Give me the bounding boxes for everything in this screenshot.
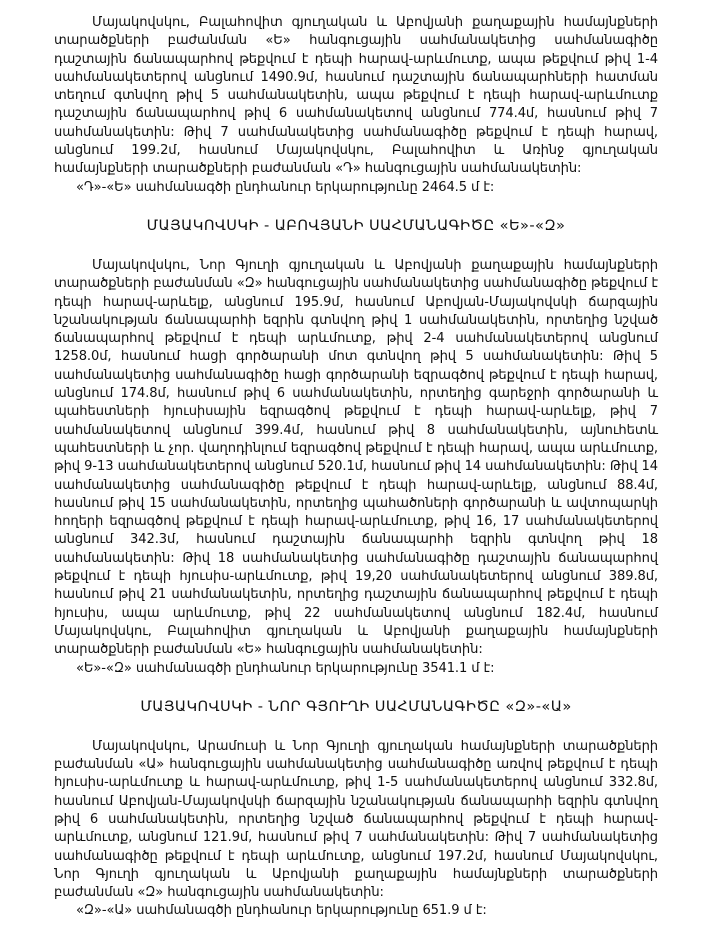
paragraph-d-e-description: Մայակովսկու, Բալահովիտ գյուղական և Աբովյանի քաղաքային համայնքների տարածքների բաժանման «Ե» հանգուցային սահմանակետից սահմանագիծը դաշտային ճանապարհով թեքվում է դեպի հարավ-արևմուտք, ապա թեքվում թիվ 1-4 սահմանակետերով անցնում 1490.9մ, հասնում դաշտային ճանապարհների հատման տեղում գտնվող թիվ 5 սահմանակետին, ապա թեքվում է դեպի հարավ-արևմուտք դաշտային ճանապարհով թիվ 6 սահմանակետով անցնում 774.4մ, հասնում թիվ 7 սահմանակետին: Թիվ 7 սահմանակետից սահմանագիծը թեքվում է դեպի հարավ, անցնում 199.2մ, հասնում Մայակովսկու, Բալահովիտ և Առինջ գյուղական համայնքների տարածքների բաժանման «Դ» հանգուցային սահմանակետին: bbox=[54, 15, 658, 177]
spacer bbox=[54, 197, 658, 217]
spacer bbox=[54, 678, 658, 698]
total-length-e-z: «Ե»-«Զ» սահմանագծի ընդհանուր երկարությունը 3541.1 մ է: bbox=[76, 660, 495, 676]
spacer bbox=[54, 716, 658, 738]
spacer bbox=[54, 235, 658, 257]
section-heading-z-a: ՄԱՅԱԿՈՎՍԿԻ - ՆՈՐ ԳՅՈՒՂԻ ՍԱՀՄԱՆԱԳԻԾԸ «Զ»-«Ա» bbox=[140, 697, 572, 715]
paragraph-z-a-description: Մայակովսկու, Արամուսի և Նոր Գյուղի գյուղական համայնքների տարածքների բաժանման «Ա» հանգուցային սահմանակետից սահմանագիծը առվով թեքվում է դեպի հյուսիս-արևմուտք և հարավ-արևմուտք, թիվ 1-5 սահմանակետերով անցնում 332.8մ, հասնում Աբովյան-Մայակովսկի ճարզային նշանակության ճանապարհի եզրին գտնվող թիվ 6 սահմանակետին, որտեղից նշված ճանապարհով թեքվում է դեպի հարավ-արևմուտք, անցնում 121.9մ, հասնում թիվ 7 սահմանակետին: Թիվ 7 սահմանակետից սահմանագիծը թեքվում է դեպի արևմուտք, անցնում 197.2մ, հասնում Մայակովսկու, Նոր Գյուղի գյուղական և Աբովյանի քաղաքային համայնքների տարածքների բաժանման «Զ» հանգուցային սահմանակետին: bbox=[54, 738, 658, 901]
section-heading-e-z: ՄԱՅԱԿՈՎՍԿԻ - ԱԲՈՎՅԱՆԻ ՍԱՀՄԱՆԱԳԻԾԸ «Ե»-«Զ» bbox=[146, 216, 566, 234]
paragraph-e-z-description: Մայակովսկու, Նոր Գյուղի գյուղական և Աբովյանի քաղաքային համայնքների տարածքների բաժանման «Զ» հանգուցային սահմանակետից սահմանագիծը թեքվում է դեպի հարավ-արևելք, անցնում 195.9մ, հասնում Աբովյան-Մայակովսկի ճարզային նշանակության ճանապարհի եզրին գտնվող թիվ 1 սահմանակետին, որտեղից նշված ճանապարհով թեքվում է դեպի արևմուտք, թիվ 2-4 սահմանակետերով անցնում 1258.0մ, հասնում հացի գործարանի մոտ գտնվող թիվ 5 սահմանակետին: Թիվ 5 սահմանակետից սահմանագիծը հացի գործարանի եզրագծով թեքվում է դեպի հարավ, անցնում 174.8մ, հասնում թիվ 6 սահմանակետին, որտեղից գարեջրի գործարանի և պահեստների հյուսիսային եզրագծով թեքվում է դեպի հարավ-արևելք, թիվ 7 սահմանակետով անցնում 399.4մ, հասնում թիվ 8 սահմանակետին, այնուհետև պահեստների և չոր. վաղոդինլում եզրագծով թեքվում է դեպի հարավ, ապա արևմուտք, թիվ 9-13 սահմանակետերով անցնում 520.1մ, հասնում թիվ 14 սահմանակետին: Թիվ 14 սահմանակետից սահմանագիծը թեքվում է դեպի հարավ-արևելք, անցնում 88.4մ, հասնում թիվ 15 սահմանակետին, որտեղից պահածոների գործարանի և ավտոպարկի հողերի եզրագծով թեքվում է դեպի հարավ-արևմուտք, թիվ 16, 17 սահմանակետերով անցնում 342.3մ, հասնում դաշտային ճանապարհի եզրին գտնվող թիվ 18 սահմանակետին: Թիվ 18 սահմանակետից սահմանագիծը դաշտային ճանապարհով թեքվում է դեպի հյուսիս-արևմուտք, թիվ 19,20 սահմանակետերով անցնում 389.8մ, հասնում թիվ 21 սահմանակետին, որտեղից դաշտային ճանապարհով թեքվում է դեպի հյուսիս, ապա արևմուտք, թիվ 22 սահմանակետով անցնում 182.4մ, հասնում Մայակովսկու, Բալահովիտ գյուղական և Աբովյանի քաղաքային համայնքների տարածքների բաժանման «Ե» հանգուցային սահմանակետին: bbox=[54, 257, 658, 658]
total-length-z-a: «Զ»-«Ա» սահմանագծի ընդհանուր երկարությունը 651.9 մ է: bbox=[76, 903, 487, 919]
total-length-d-e: «Դ»-«Ե» սահմանագծի ընդհանուր երկարությունը 2464.5 մ է: bbox=[76, 179, 495, 195]
